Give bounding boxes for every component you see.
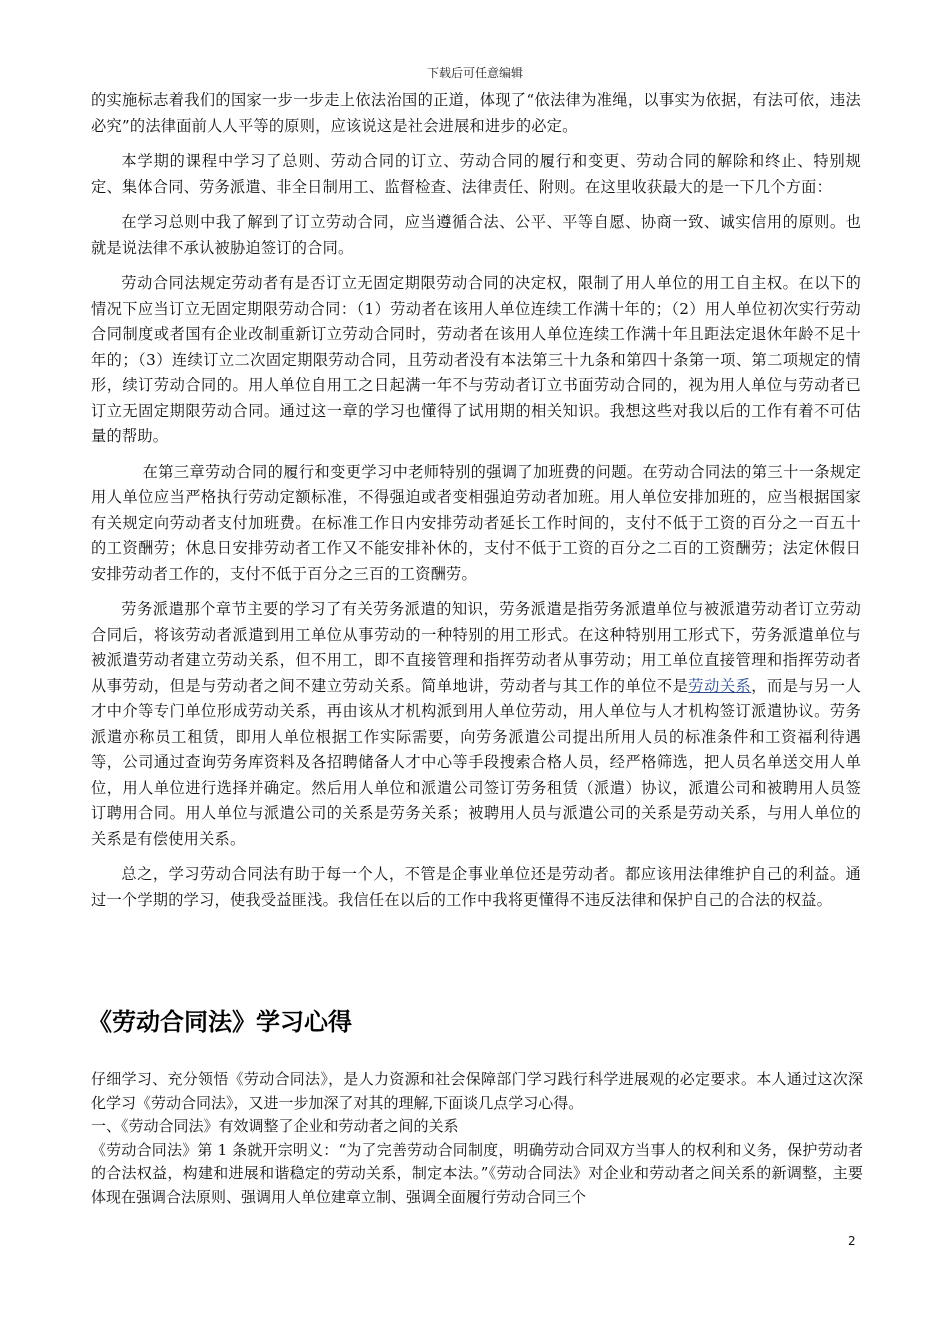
paragraph-text: ，而是与另一人才中介等专门单位形成劳动关系，再由该从才机构派到用人单位劳动，用人单位与人才机构签订派遣协议。劳务派遣亦称员工租赁，即用人单位根据工作实际需要，向劳务派遣公司提出所用人员的标准条件和工资福利待遇等，公司通过查询劳务库资料及各招聘储备人才中心等手段搜索合格人员，经严格筛选，把人员名单送交用人单位，用人单位进行选择并确定。然后用人单位和派遣公司签订劳务租赁（派遣）协议，派遣公司和被聘用人员签订聘用合同。用人单位与派遣公司的关系是劳务关系；被聘用人员与派遣公司的关系是劳动关系，与用人单位的关系是有偿使用关系。 [91,676,862,848]
subheading: 一、《劳动合同法》有效调整了企业和劳动者之间的关系 [91,1117,459,1135]
paragraph: 劳动合同法规定劳动者有是否订立无固定期限劳动合同的决定权，限制了用人单位的用工自主权。在以下的情况下应当订立无固定期限劳动合同：（1）劳动者在该用人单位连续工作满十年的；（2）用人单位初次实行劳动合同制度或者国有企业改制重新订立劳动合同时，劳动者在该用人单位连续工作满十年且距法定退休年龄不足十年的；（3）连续订立二次固定期限劳动合同，且劳动者没有本法第三十九条和第四十条第一项、第二项规定的情形，续订劳动合同的。用人单位自用工之日起满一年不与劳动者订立书面劳动合同的，视为用人单位与劳动者已订立无固定期限劳动合同。通过这一章的学习也懂得了试用期的相关知识。我想这些对我以后的工作有着不可估量的帮助。 [91,274,861,445]
paragraph: 本学期的课程中学习了总则、劳动合同的订立、劳动合同的履行和变更、劳动合同的解除和终止、特别规定、集体合同、劳务派遣、非全日制用工、监督检查、法律责任、附则。在这里收获最大的是一下几个方面： [91,152,861,196]
page-header: 下载后可任意编辑 [426,66,523,80]
paragraph: 总之，学习劳动合同法有助于每一个人，不管是企事业单位还是劳动者。都应该用法律维护自己的利益。通过一个学期的学习，使我受益匪浅。我信任在以后的工作中我将更懂得不违反法律和保护自己的合法的权益。 [91,865,861,909]
body-text [91,88,861,923]
section-body [91,1068,863,1209]
section-title: 《劳动合同法》学习心得 [88,1008,352,1036]
paragraph: 在学习总则中我了解到了订立劳动合同，应当遵循合法、公平、平等自愿、协商一致、诚实信用的原则。也就是说法律不承认被胁迫签订的合同。 [91,213,861,257]
paragraph-text: 劳务派遣那个章节主要的学习了有关劳务派遣的知识，劳务派遣是指劳务派遣单位与被派遣劳动者订立劳动合同后，将该劳动者派遣到用工单位从事劳动的一种特别的用工形式。在这种特别用工形式下，劳务派遣单位与被派遣劳动者建立劳动关系，但不用工，即不直接管理和指挥劳动者从事劳动；用工单位直接管理和指挥劳动者从事劳动，但是与劳动者之间不建立劳动关系。简单地讲，劳动者与其工作的单位不是 [91,600,861,695]
paragraph [91,597,861,852]
paragraph: 《劳动合同法》第 1 条就开宗明义：“为了完善劳动合同制度，明确劳动合同双方当事人的权利和义务，保护劳动者的合法权益，构建和进展和谐稳定的劳动关系，制定本法。”《劳动合同法》对企业和劳动者之间关系的新调整，主要体现在强调合法原则、强调用人单位建章立制、强调全面履行劳动合同三个 [91,1140,863,1206]
labor-relation-link[interactable]: 劳动关系 [688,676,752,695]
paragraph: 的实施标志着我们的国家一步一步走上依法治国的正道，体现了“依法律为准绳，以事实为依据，有法可依，违法必究”的法律面前人人平等的原则，应该说这是社会进展和进步的必定。 [91,91,861,135]
paragraph: 仔细学习、充分领悟《劳动合同法》，是人力资源和社会保障部门学习践行科学进展观的必定要求。本人通过这次深化学习《劳动合同法》，又进一步加深了对其的理解,下面谈几点学习心得。 [91,1070,863,1112]
page-number: 2 [848,1234,856,1248]
paragraph: 在第三章劳动合同的履行和变更学习中老师特别的强调了加班费的问题。在劳动合同法的第三十一条规定用人单位应当严格执行劳动定额标准，不得强迫或者变相强迫劳动者加班。用人单位安排加班的，应当根据国家有关规定向劳动者支付加班费。在标准工作日内安排劳动者延长工作时间的，支付不低于工资的百分之一百五十的工资酬劳；休息日安排劳动者工作又不能安排补休的，支付不低于工资的百分之二百的工资酬劳；法定休假日安排劳动者工作的，支付不低于百分之三百的工资酬劳。 [91,462,861,583]
